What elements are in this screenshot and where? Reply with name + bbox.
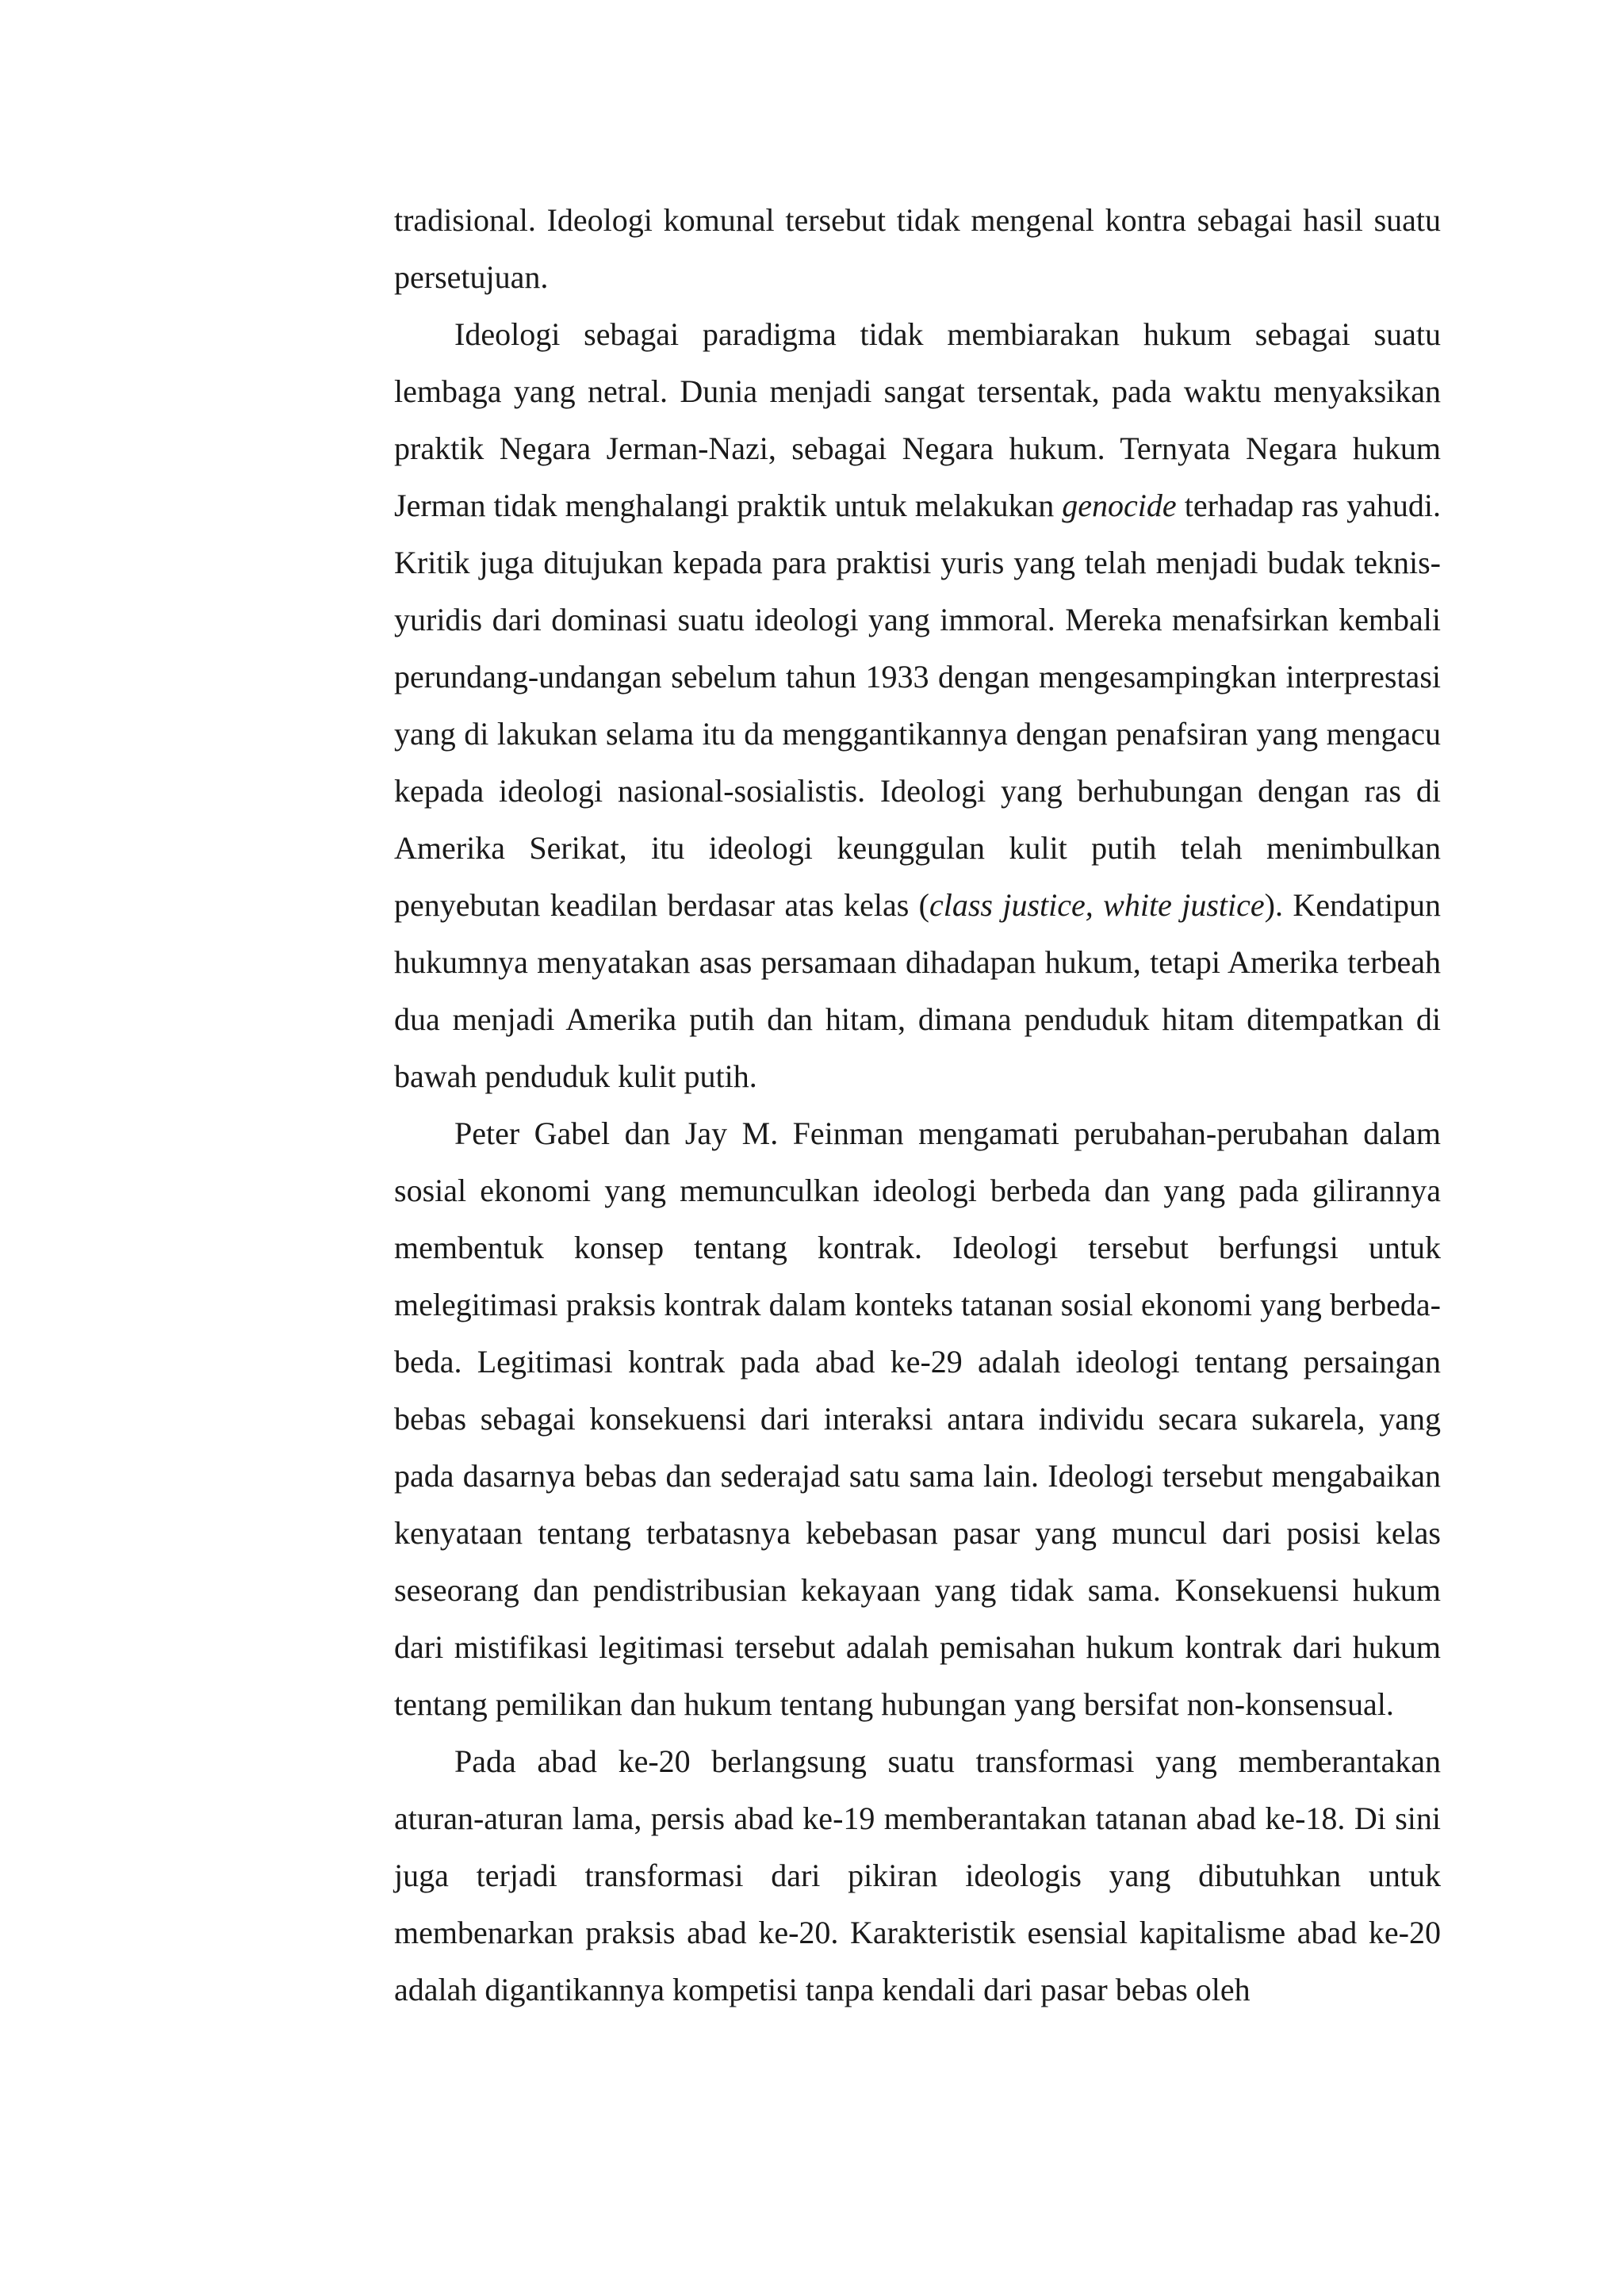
text-run: Pada abad ke-20 berlangsung suatu transformasi yang memberantakan aturan-aturan lama, persis abad ke-19 memberantakan tatanan abad ke-18. Di sini juga terjadi transformasi dari pikiran ideologis yang dibutuhkan untuk membenarkan praksis abad ke-20. Karakteristik esensial kapitalisme abad ke-20 adalah digantikannya kompetisi tanpa kendali dari pasar bebas oleh — [394, 1743, 1441, 2007]
paragraph — [394, 1105, 1441, 1733]
italic-term-genocide: genocide — [1062, 488, 1177, 523]
text-run: Peter Gabel dan Jay M. Feinman mengamati perubahan-perubahan dalam sosial ekonomi yang memunculkan ideologi berbeda dan yang pada gilirannya membentuk konsep tentang kontrak. Ideologi tersebut berfungsi untuk melegitimasi praksis kontrak dalam konteks tatanan sosial ekonomi yang berbeda-beda. Legitimasi kontrak pada abad ke-29 adalah ideologi tentang persaingan bebas sebagai konsekuensi dari interaksi antara individu secara sukarela, yang pada dasarnya bebas dan sederajad satu sama lain. Ideologi tersebut mengabaikan kenyataan tentang terbatasnya kebebasan pasar yang muncul dari posisi kelas seseorang dan pendistribusian kekayaan yang tidak sama. Konsekuensi hukum dari mistifikasi legitimasi tersebut adalah pemisahan hukum kontrak dari hukum tentang pemilikan dan hukum tentang hubungan yang bersifat non-konsensual. — [394, 1115, 1441, 1722]
italic-term-class-justice: class justice, white justice — [929, 887, 1265, 923]
body-text — [394, 192, 1441, 2019]
text-run: terhadap ras yahudi. Kritik juga ditujukan kepada para praktisi yuris yang telah menjadi budak teknis-yuridis dari dominasi suatu ideologi yang immoral. Mereka menafsirkan kembali perundang-undangan sebelum tahun 1933 dengan mengesampingkan interprestasi yang di lakukan selama itu da menggantikannya dengan penafsiran yang mengacu kepada ideologi nasional-sosialistis. Ideologi yang berhubungan dengan ras di Amerika Serikat, itu ideologi keunggulan kulit putih telah menimbulkan penyebutan keadilan berdasar atas kelas ( — [394, 488, 1441, 923]
paragraph — [394, 306, 1441, 1105]
paragraph — [394, 1733, 1441, 2019]
text-run: tradisional. Ideologi komunal tersebut tidak mengenal kontra sebagai hasil suatu persetujuan. — [394, 202, 1441, 295]
text-run: Ideologi sebagai paradigma tidak membiarakan hukum sebagai suatu lembaga yang netral. Dunia menjadi sangat tersentak, pada waktu menyaksikan praktik Negara Jerman-Nazi, sebagai Negara hukum. Ternyata Negara hukum Jerman tidak menghalangi praktik untuk melakukan — [394, 316, 1441, 523]
paragraph — [394, 192, 1441, 306]
text-run: ). Kendatipun hukumnya menyatakan asas persamaan dihadapan hukum, tetapi Amerika terbeah dua menjadi Amerika putih dan hitam, dimana penduduk hitam ditempatkan di bawah penduduk kulit putih. — [394, 887, 1441, 1094]
